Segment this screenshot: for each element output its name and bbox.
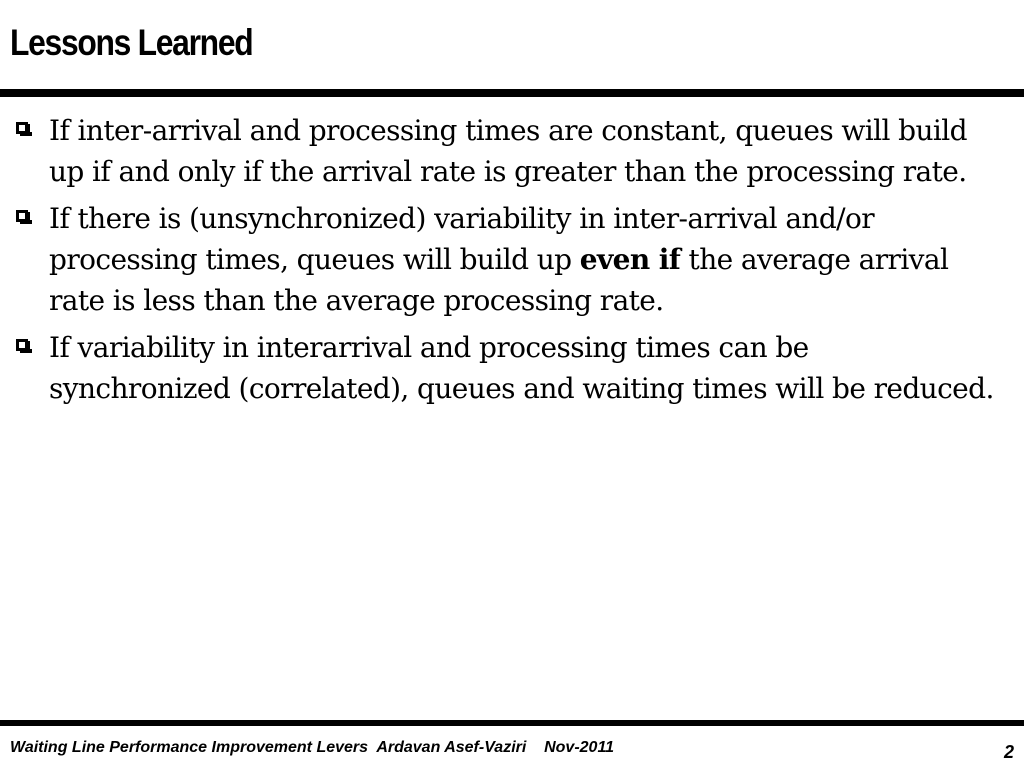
bullet-item bbox=[0, 327, 1024, 409]
bullet-text-continued: the average arrival rate is less than the average processing rate. bbox=[49, 243, 949, 317]
square-bullet-icon bbox=[16, 339, 28, 351]
square-bullet-icon bbox=[16, 122, 28, 134]
footer-divider bbox=[0, 720, 1024, 726]
bullet-list bbox=[0, 110, 1024, 415]
slide-title: Lessons Learned bbox=[10, 22, 253, 63]
square-bullet-icon bbox=[16, 210, 28, 222]
bullet-text: If variability in interarrival and processing times can be synchronized (correlated), queues and waiting times will be reduced. bbox=[49, 331, 994, 405]
footer-text: Waiting Line Performance Improvement Levers Ardavan Asef-Vaziri Nov-2011 bbox=[10, 739, 615, 756]
bullet-text: If inter-arrival and processing times are constant, queues will build up if and only if the arrival rate is greater than the processing rate. bbox=[49, 114, 967, 188]
bullet-item bbox=[0, 110, 1024, 192]
title-divider bbox=[0, 89, 1024, 97]
bullet-emphasis: even if bbox=[579, 243, 681, 276]
bullet-item bbox=[0, 198, 1024, 321]
bullet-text: If there is (unsynchronized) variability in inter-arrival and/or processing times, queues will build up bbox=[49, 202, 875, 276]
page-number: 2 bbox=[1003, 742, 1014, 762]
